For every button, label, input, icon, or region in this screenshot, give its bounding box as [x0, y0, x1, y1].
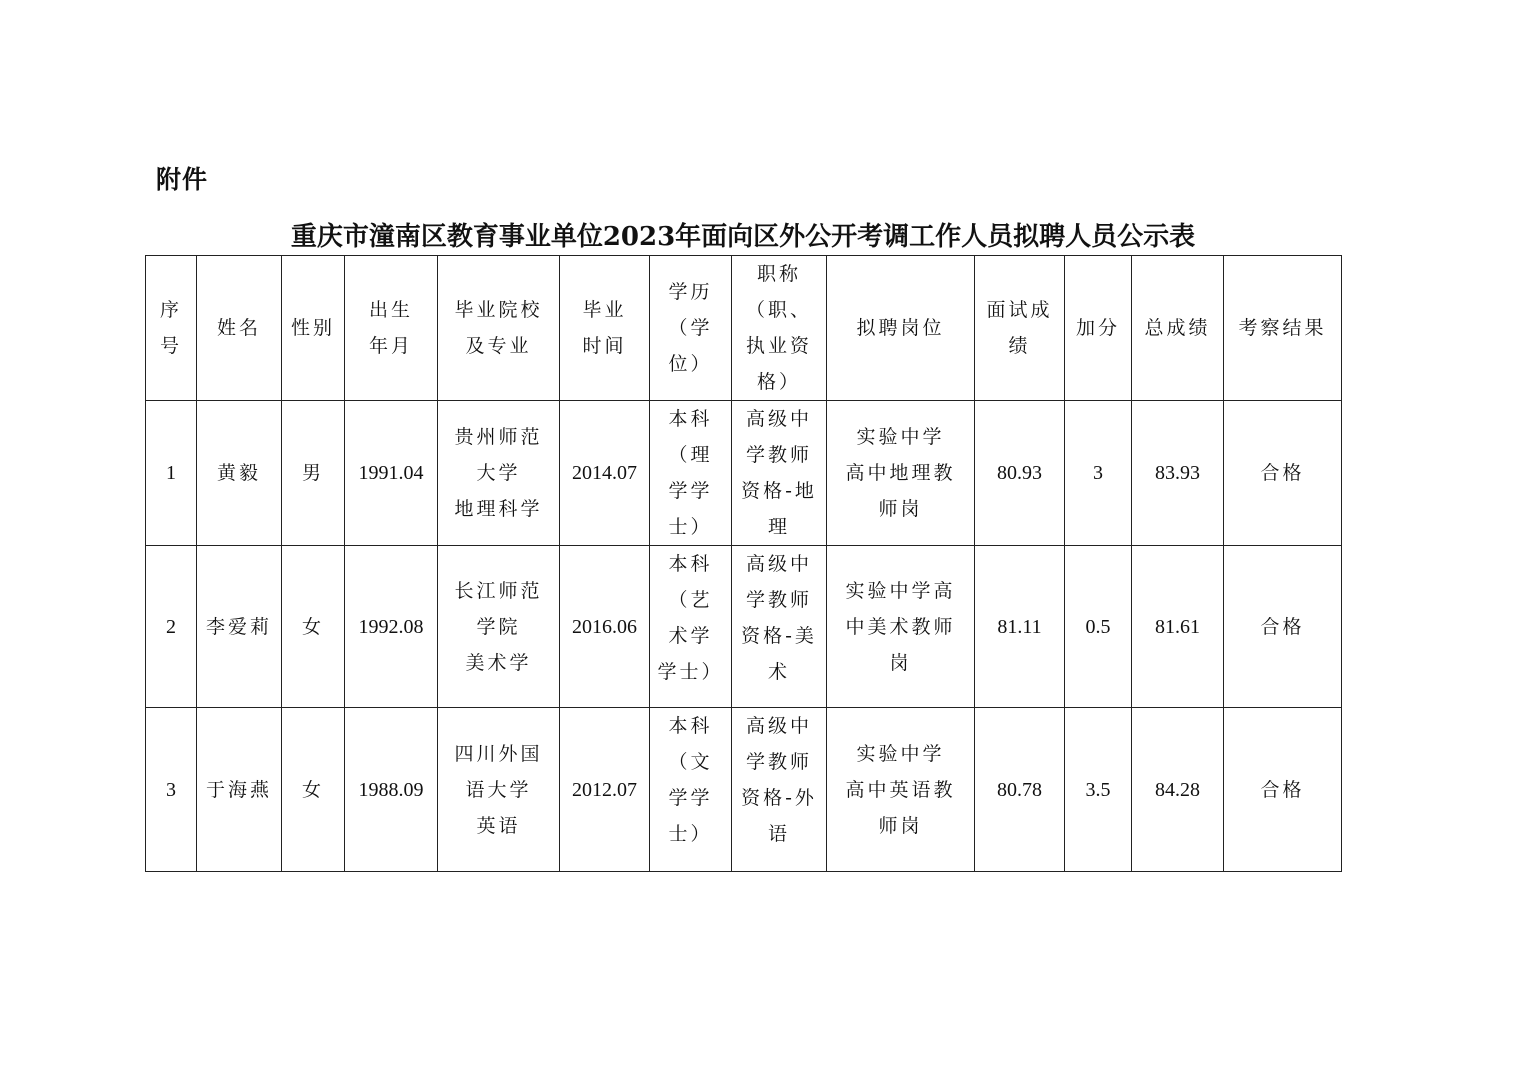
cell-birth: 1988.09 [345, 708, 438, 872]
cell-bonus: 3 [1065, 401, 1132, 546]
cell-education: 本科 （理 学学 士） [650, 401, 732, 546]
cell-gender: 女 [282, 708, 345, 872]
cell-gender: 男 [282, 401, 345, 546]
header-position: 拟聘岗位 [827, 256, 975, 401]
header-interview-score: 面试成 绩 [975, 256, 1065, 401]
table-row [146, 546, 1342, 708]
cell-total: 81.61 [1132, 546, 1224, 708]
header-birth: 出生 年月 [345, 256, 438, 401]
cell-result: 合格 [1224, 708, 1342, 872]
cell-name: 李爱莉 [197, 546, 282, 708]
cell-school: 四川外国 语大学 英语 [438, 708, 560, 872]
cell-seq: 2 [146, 546, 197, 708]
cell-qualification: 高级中 学教师 资格-美 术 [732, 546, 827, 708]
cell-seq: 1 [146, 401, 197, 546]
cell-education: 本科 （文 学学 士） [650, 708, 732, 872]
cell-bonus: 0.5 [1065, 546, 1132, 708]
cell-bonus: 3.5 [1065, 708, 1132, 872]
cell-total: 83.93 [1132, 401, 1224, 546]
cell-position: 实验中学 高中地理教 师岗 [827, 401, 975, 546]
cell-birth: 1992.08 [345, 546, 438, 708]
cell-name: 黄毅 [197, 401, 282, 546]
cell-seq: 3 [146, 708, 197, 872]
cell-total: 84.28 [1132, 708, 1224, 872]
header-bonus: 加分 [1065, 256, 1132, 401]
attachment-label: 附件 [156, 165, 209, 194]
header-qualification: 职称 （职、 执业资 格） [732, 256, 827, 401]
header-school: 毕业院校 及专业 [438, 256, 560, 401]
table-row [146, 708, 1342, 872]
cell-qualification: 高级中 学教师 资格-地 理 [732, 401, 827, 546]
cell-result: 合格 [1224, 546, 1342, 708]
cell-gender: 女 [282, 546, 345, 708]
header-seq: 序 号 [146, 256, 197, 401]
cell-name: 于海燕 [197, 708, 282, 872]
header-grad-time: 毕业 时间 [560, 256, 650, 401]
cell-result: 合格 [1224, 401, 1342, 546]
candidate-table [145, 255, 1342, 872]
header-gender: 性别 [282, 256, 345, 401]
cell-birth: 1991.04 [345, 401, 438, 546]
cell-position: 实验中学 高中英语教 师岗 [827, 708, 975, 872]
cell-school: 长江师范 学院 美术学 [438, 546, 560, 708]
cell-interview-score: 80.93 [975, 401, 1065, 546]
cell-grad-time: 2016.06 [560, 546, 650, 708]
cell-education: 本科 （艺 术学 学士） [650, 546, 732, 708]
cell-position: 实验中学高 中美术教师 岗 [827, 546, 975, 708]
header-education: 学历 （学 位） [650, 256, 732, 401]
header-total: 总成绩 [1132, 256, 1224, 401]
cell-grad-time: 2014.07 [560, 401, 650, 546]
header-result: 考察结果 [1224, 256, 1342, 401]
cell-interview-score: 80.78 [975, 708, 1065, 872]
cell-qualification: 高级中 学教师 资格-外 语 [732, 708, 827, 872]
table-row [146, 401, 1342, 546]
cell-grad-time: 2012.07 [560, 708, 650, 872]
header-name: 姓名 [197, 256, 282, 401]
document-title: 重庆市潼南区教育事业单位2023年面向区外公开考调工作人员拟聘人员公示表 [290, 222, 1196, 252]
cell-interview-score: 81.11 [975, 546, 1065, 708]
cell-school: 贵州师范 大学 地理科学 [438, 401, 560, 546]
table-header-row [146, 256, 1342, 401]
